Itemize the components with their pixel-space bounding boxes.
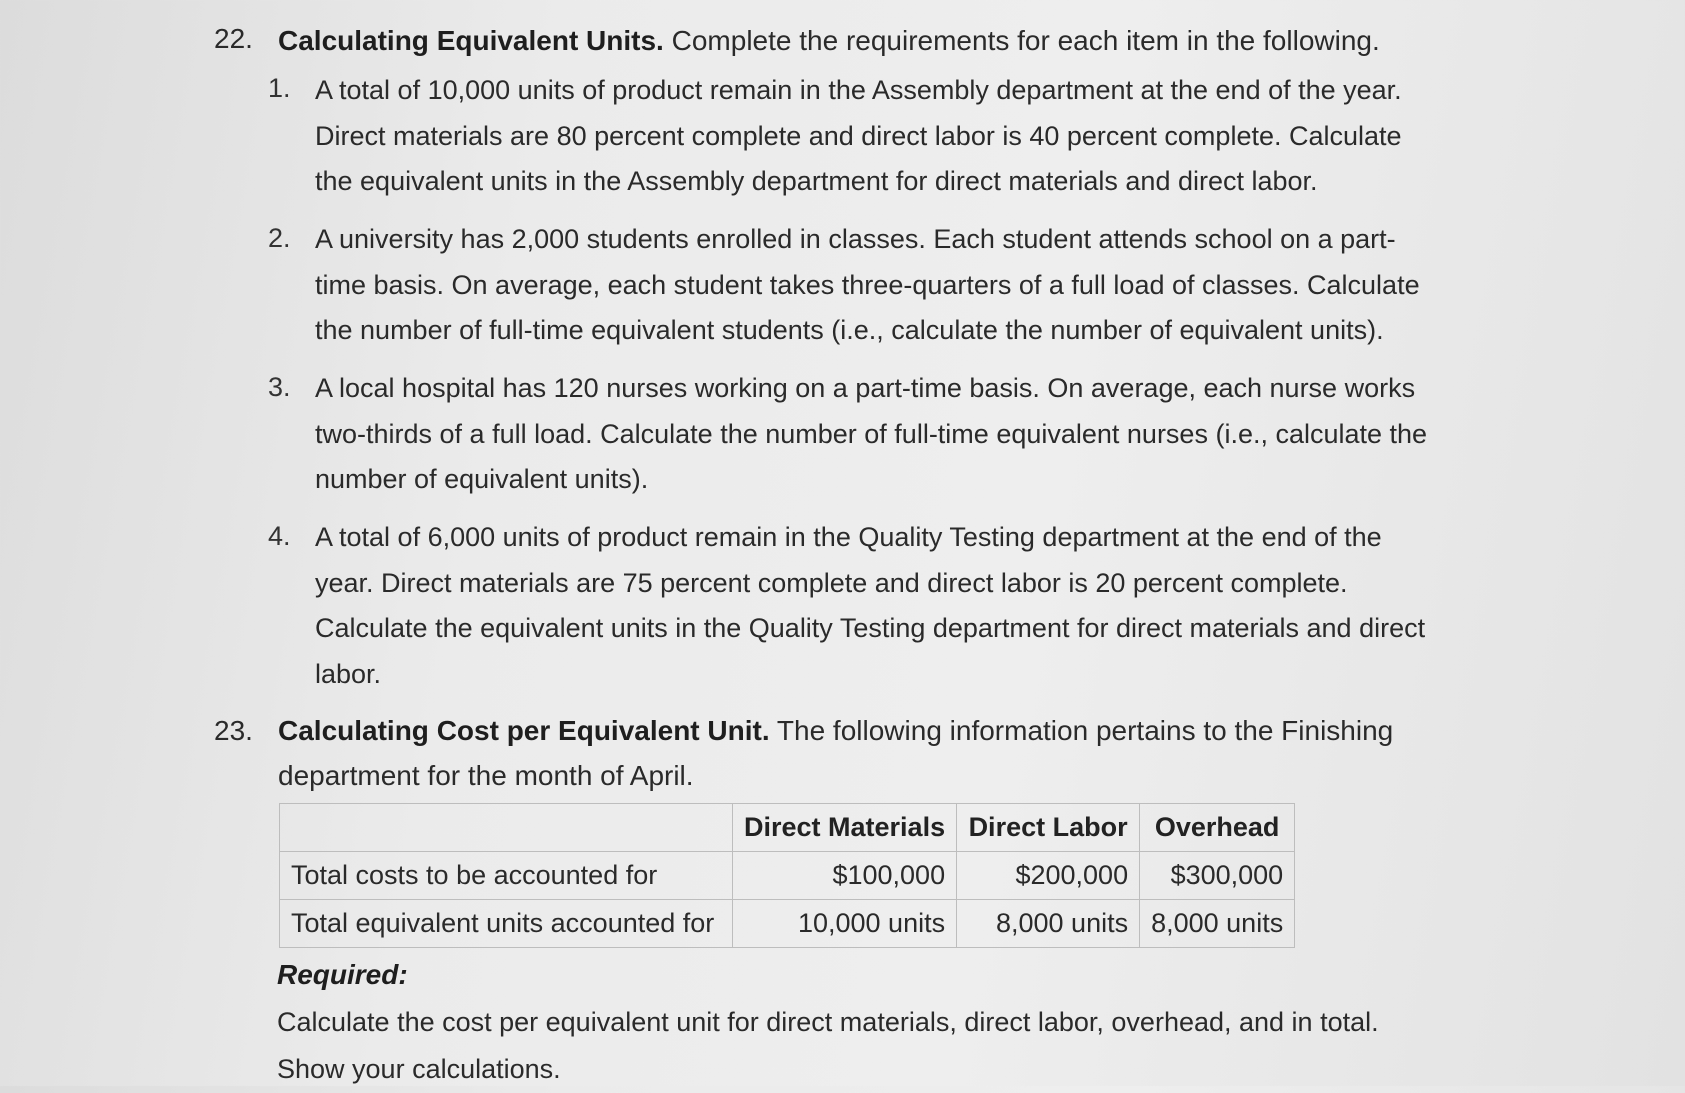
question-intro-continued: department for the month of April. <box>278 760 694 791</box>
item-line: A total of 10,000 units of product remain in the Assembly department at the end of the year. <box>315 75 1402 105</box>
cost-data-table <box>279 803 1295 948</box>
table-header-cell <box>280 804 733 852</box>
question-number: 22. <box>214 23 253 54</box>
required-line: Calculate the cost per equivalent unit for direct materials, direct labor, overhead, and in total. <box>277 1007 1379 1037</box>
item-line: A total of 6,000 units of product remain in the Quality Testing department at the end of the <box>315 522 1382 552</box>
question-23-heading <box>214 708 253 754</box>
item-number: 4. <box>268 521 291 551</box>
table-row <box>280 900 1295 948</box>
table-header-row <box>280 804 1295 852</box>
item-number: 3. <box>268 372 291 402</box>
table-header-cell: Direct Labor <box>957 804 1140 852</box>
table-cell: Total equivalent units accounted for <box>280 900 733 948</box>
item-number: 2. <box>268 223 291 253</box>
item-line: A university has 2,000 students enrolled in classes. Each student attends school on a part- <box>315 224 1396 254</box>
question-intro: The following information pertains to the Finishing <box>776 715 1394 746</box>
table-cell: 8,000 units <box>957 900 1140 948</box>
question-number: 23. <box>214 715 253 746</box>
table-cell: $200,000 <box>957 852 1140 900</box>
question-intro: Complete the requirements for each item in the following. <box>671 25 1380 56</box>
table-cell: Total costs to be accounted for <box>280 852 733 900</box>
question-title: Calculating Cost per Equivalent Unit. <box>278 715 770 746</box>
item-line: Calculate the equivalent units in the Quality Testing department for direct materials and direct <box>315 613 1426 643</box>
table-header-cell: Overhead <box>1140 804 1295 852</box>
required-label: Required: <box>277 959 408 990</box>
table-cell: $300,000 <box>1140 852 1295 900</box>
question-22-title-line <box>278 18 1380 64</box>
item-line: time basis. On average, each student takes three-quarters of a full load of classes. Calculate <box>315 269 1420 300</box>
item-3-text <box>315 366 1465 503</box>
table-cell: 8,000 units <box>1140 900 1295 948</box>
item-2-text <box>315 217 1465 354</box>
item-line: the number of full-time equivalent students (i.e., calculate the number of equivalent units). <box>315 315 1384 345</box>
item-line: year. Direct materials are 75 percent complete and direct labor is 20 percent complete. <box>315 567 1348 598</box>
table-row <box>280 852 1295 900</box>
table-header-cell: Direct Materials <box>733 804 957 852</box>
item-line: Direct materials are 80 percent complete and direct labor is 40 percent complete. Calculate <box>315 120 1402 151</box>
item-line: two-thirds of a full load. Calculate the number of full-time equivalent nurses (i.e., calculate the <box>315 418 1428 449</box>
question-23-title-line <box>278 708 1393 754</box>
item-line: the equivalent units in the Assembly department for direct materials and direct labor. <box>315 166 1318 196</box>
table-cell: 10,000 units <box>733 900 957 948</box>
item-4-text <box>315 515 1465 697</box>
item-line: number of equivalent units). <box>315 464 649 494</box>
required-text <box>277 999 1379 1093</box>
required-line: Show your calculations. <box>277 1054 561 1084</box>
item-number: 1. <box>268 73 291 103</box>
item-1-text <box>315 68 1465 205</box>
table-cell: $100,000 <box>733 852 957 900</box>
question-23-intro-line-2 <box>278 753 694 799</box>
question-title: Calculating Equivalent Units. <box>278 25 664 56</box>
item-line: labor. <box>315 658 382 689</box>
item-line: A local hospital has 120 nurses working on a part-time basis. On average, each nurse works <box>315 373 1416 403</box>
question-22-heading <box>214 16 253 62</box>
